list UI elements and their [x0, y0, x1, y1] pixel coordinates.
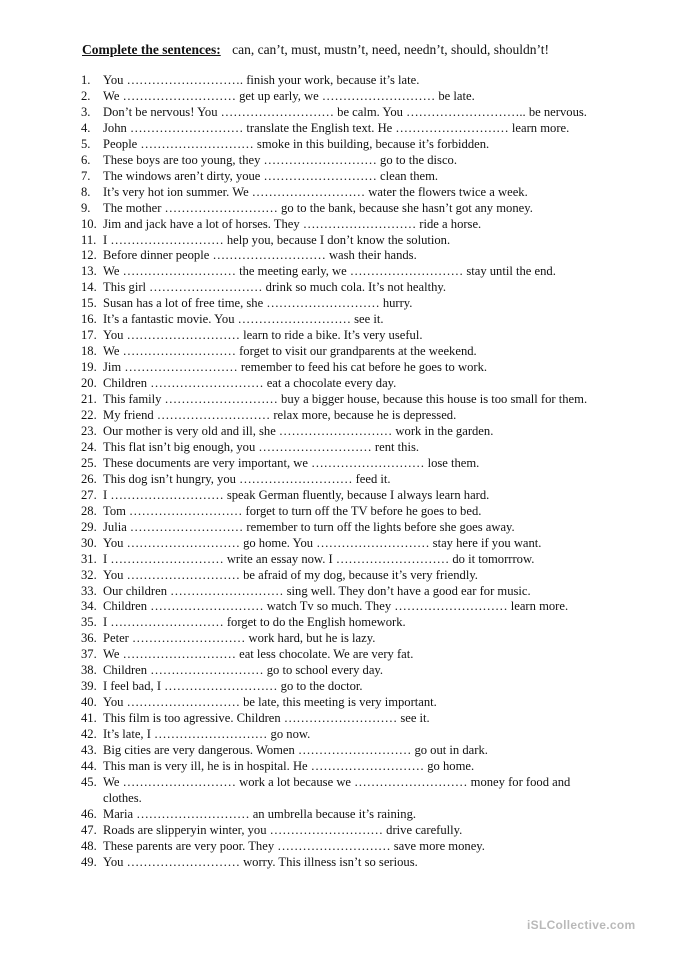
exercise-item	[0, 424, 686, 440]
item-sentence: I ……………………… help you, because I don’t know the solution.	[103, 232, 451, 247]
item-sentence: We ……………………… the meeting early, we ……………………… stay until the end.	[103, 264, 556, 279]
item-number: 6.	[81, 152, 91, 167]
item-number: 31.	[81, 551, 97, 566]
exercise-item	[0, 823, 686, 839]
exercise-item	[0, 679, 686, 695]
exercise-item	[0, 727, 686, 743]
item-sentence: This man is very ill, he is in hospital. He ……………………… go home.	[103, 758, 475, 773]
exercise-item	[0, 440, 686, 456]
item-number: 33.	[81, 583, 97, 598]
item-sentence: I feel bad, I ……………………… go to the doctor.	[103, 679, 363, 694]
item-sentence: Big cities are very dangerous. Women ……………………… go out in dark.	[103, 743, 488, 758]
exercise-item	[0, 807, 686, 823]
item-sentence: John ……………………… translate the English text. He ……………………… learn more.	[103, 120, 570, 135]
exercise-item	[0, 615, 686, 631]
item-number: 45.	[81, 774, 97, 789]
item-number: 4.	[81, 120, 91, 135]
exercise-item	[0, 584, 686, 600]
item-number: 47.	[81, 822, 97, 837]
item-number: 16.	[81, 312, 97, 327]
item-sentence: Jim and jack have a lot of horses. They ……………………… ride a horse.	[103, 216, 482, 231]
exercise-item	[0, 536, 686, 552]
item-number: 27.	[81, 487, 97, 502]
exercise-item	[0, 185, 686, 201]
item-sentence: This flat isn’t big enough, you ……………………… rent this.	[103, 439, 419, 454]
item-sentence: We ……………………… work a lot because we ……………………… money for food and clothes.	[103, 774, 571, 805]
exercise-item	[0, 663, 686, 679]
exercise-item	[0, 344, 686, 360]
exercise-item	[0, 169, 686, 185]
item-number: 19.	[81, 360, 97, 375]
item-number: 17.	[81, 328, 97, 343]
item-sentence: These documents are very important, we ……………………… lose them.	[103, 455, 480, 470]
item-number: 7.	[81, 168, 91, 183]
exercise-item	[0, 137, 686, 153]
item-sentence: It’s very hot ion summer. We ……………………… water the flowers twice a week.	[103, 184, 528, 199]
item-number: 2.	[81, 88, 91, 103]
item-number: 18.	[81, 344, 97, 359]
exercise-item	[0, 568, 686, 584]
exercise-item	[0, 599, 686, 615]
item-sentence: Susan has a lot of free time, she ……………………… hurry.	[103, 296, 413, 311]
item-sentence: It’s a fantastic movie. You ……………………… see it.	[103, 312, 384, 327]
exercise-item	[0, 360, 686, 376]
item-number: 35.	[81, 615, 97, 630]
item-sentence: You ……………………… go home. You ……………………… stay here if you want.	[103, 535, 542, 550]
item-sentence: Julia ……………………… remember to turn off the lights before she goes away.	[103, 519, 515, 534]
exercise-item	[0, 647, 686, 663]
exercise-item	[0, 520, 686, 536]
item-sentence: Children ……………………… go to school every day.	[103, 663, 384, 678]
item-number: 12.	[81, 248, 97, 263]
item-number: 39.	[81, 679, 97, 694]
item-number: 3.	[81, 104, 91, 119]
exercise-item	[0, 759, 686, 775]
item-number: 1.	[81, 73, 91, 87]
exercise-item	[0, 504, 686, 520]
exercise-item	[0, 392, 686, 408]
item-number: 15.	[81, 296, 97, 311]
item-sentence: We ……………………… eat less chocolate. We are very fat.	[103, 647, 414, 662]
item-number: 36.	[81, 631, 97, 646]
exercise-item	[0, 408, 686, 424]
item-sentence: Roads are slipperyin winter, you ……………………… drive carefully.	[103, 822, 463, 837]
item-sentence: You ……………………… be late, this meeting is very important.	[103, 695, 437, 710]
item-sentence: These parents are very poor. They ……………………… save more money.	[103, 838, 485, 853]
item-sentence: Don’t be nervous! You ……………………… be calm. You ……………………….. be nervous.	[103, 104, 587, 119]
item-sentence: Our mother is very old and ill, she ……………………… work in the garden.	[103, 423, 494, 438]
exercise-item	[0, 248, 686, 264]
item-sentence: The mother ……………………… go to the bank, because she hasn’t got any money.	[103, 200, 533, 215]
exercise-item	[0, 153, 686, 169]
exercise-item	[0, 121, 686, 137]
item-number: 46.	[81, 806, 97, 821]
item-number: 25.	[81, 455, 97, 470]
item-number: 14.	[81, 280, 97, 295]
item-number: 23.	[81, 423, 97, 438]
item-number: 28.	[81, 503, 97, 518]
item-sentence: You ……………………… learn to ride a bike. It’s very useful.	[103, 328, 423, 343]
item-number: 42.	[81, 727, 97, 742]
item-number: 34.	[81, 599, 97, 614]
exercise-item	[0, 743, 686, 759]
item-sentence: Tom ……………………… forget to turn off the TV before he goes to bed.	[103, 503, 482, 518]
item-number: 30.	[81, 535, 97, 550]
item-number: 29.	[81, 519, 97, 534]
item-number: 10.	[81, 216, 97, 231]
item-number: 13.	[81, 264, 97, 279]
item-sentence: Children ……………………… eat a chocolate every day.	[103, 376, 397, 391]
item-number: 20.	[81, 376, 97, 391]
exercise-item	[0, 456, 686, 472]
item-sentence: This dog isn’t hungry, you ……………………… feed it.	[103, 471, 391, 486]
exercise-item	[0, 631, 686, 647]
exercise-list	[0, 73, 686, 871]
item-number: 44.	[81, 758, 97, 773]
modal-verbs-list: can, can’t, must, mustn’t, need, needn’t, should, shouldn’t!	[232, 42, 550, 57]
item-number: 9.	[81, 200, 91, 215]
item-sentence: These boys are too young, they ……………………… go to the disco.	[103, 152, 457, 167]
item-number: 37.	[81, 647, 97, 662]
exercise-item	[0, 839, 686, 855]
site-watermark: iSLCollective.com	[527, 918, 636, 932]
exercise-item	[0, 488, 686, 504]
instructions-heading	[82, 42, 549, 58]
exercise-item	[0, 328, 686, 344]
item-sentence: The windows aren’t dirty, youe ……………………… clean them.	[103, 168, 439, 183]
item-number: 41.	[81, 711, 97, 726]
item-sentence: This film is too agressive. Children ……………………… see it.	[103, 711, 430, 726]
item-sentence: Peter ……………………… work hard, but he is lazy.	[103, 631, 376, 646]
exercise-item	[0, 264, 686, 280]
item-number: 21.	[81, 392, 97, 407]
item-sentence: We ……………………… forget to visit our grandparents at the weekend.	[103, 344, 477, 359]
exercise-item	[0, 312, 686, 328]
exercise-item	[0, 201, 686, 217]
item-sentence: Maria ……………………… an umbrella because it’s raining.	[103, 806, 417, 821]
exercise-item	[0, 73, 686, 89]
item-number: 32.	[81, 567, 97, 582]
item-number: 38.	[81, 663, 97, 678]
exercise-item	[0, 89, 686, 105]
exercise-item	[0, 280, 686, 296]
instructions-title: Complete the sentences:	[82, 42, 221, 57]
exercise-item	[0, 472, 686, 488]
item-number: 40.	[81, 695, 97, 710]
item-sentence: I ……………………… speak German fluently, because I always learn hard.	[103, 487, 490, 502]
exercise-item	[0, 775, 686, 807]
exercise-item	[0, 296, 686, 312]
item-number: 49.	[81, 854, 97, 869]
item-sentence: Before dinner people ……………………… wash their hands.	[103, 248, 417, 263]
item-sentence: This girl ……………………… drink so much cola. It’s not healthy.	[103, 280, 447, 295]
item-number: 8.	[81, 184, 91, 199]
item-number: 5.	[81, 136, 91, 151]
item-sentence: Children ……………………… watch Tv so much. They ……………………… learn more.	[103, 599, 569, 614]
item-sentence: You ……………………… be afraid of my dog, because it’s very friendly.	[103, 567, 478, 582]
exercise-item	[0, 217, 686, 233]
item-number: 22.	[81, 408, 97, 423]
item-sentence: We ……………………… get up early, we ……………………… be late.	[103, 88, 475, 103]
item-sentence: You ……………………… worry. This illness isn’t so serious.	[103, 854, 418, 869]
item-number: 26.	[81, 471, 97, 486]
exercise-item	[0, 695, 686, 711]
exercise-item	[0, 855, 686, 871]
exercise-item	[0, 711, 686, 727]
item-sentence: People ……………………… smoke in this building, because it’s forbidden.	[103, 136, 490, 151]
item-number: 24.	[81, 439, 97, 454]
item-sentence: Our children ……………………… sing well. They don’t have a good ear for music.	[103, 583, 531, 598]
item-sentence: This family ……………………… buy a bigger house, because this house is too small for them.	[103, 392, 588, 407]
item-number: 43.	[81, 743, 97, 758]
item-sentence: My friend ……………………… relax more, because he is depressed.	[103, 408, 457, 423]
exercise-item	[0, 233, 686, 249]
exercise-item	[0, 105, 686, 121]
item-sentence: I ……………………… write an essay now. I ……………………… do it tomorrrow.	[103, 551, 535, 566]
item-sentence: It’s late, I ……………………… go now.	[103, 727, 311, 742]
item-number: 11.	[81, 232, 97, 247]
exercise-item	[0, 376, 686, 392]
exercise-item	[0, 552, 686, 568]
item-number: 48.	[81, 838, 97, 853]
item-sentence: Jim ……………………… remember to feed his cat before he goes to work.	[103, 360, 488, 375]
item-sentence: I ……………………… forget to do the English homework.	[103, 615, 406, 630]
item-sentence: You ………………………. finish your work, because it’s late.	[103, 73, 420, 87]
